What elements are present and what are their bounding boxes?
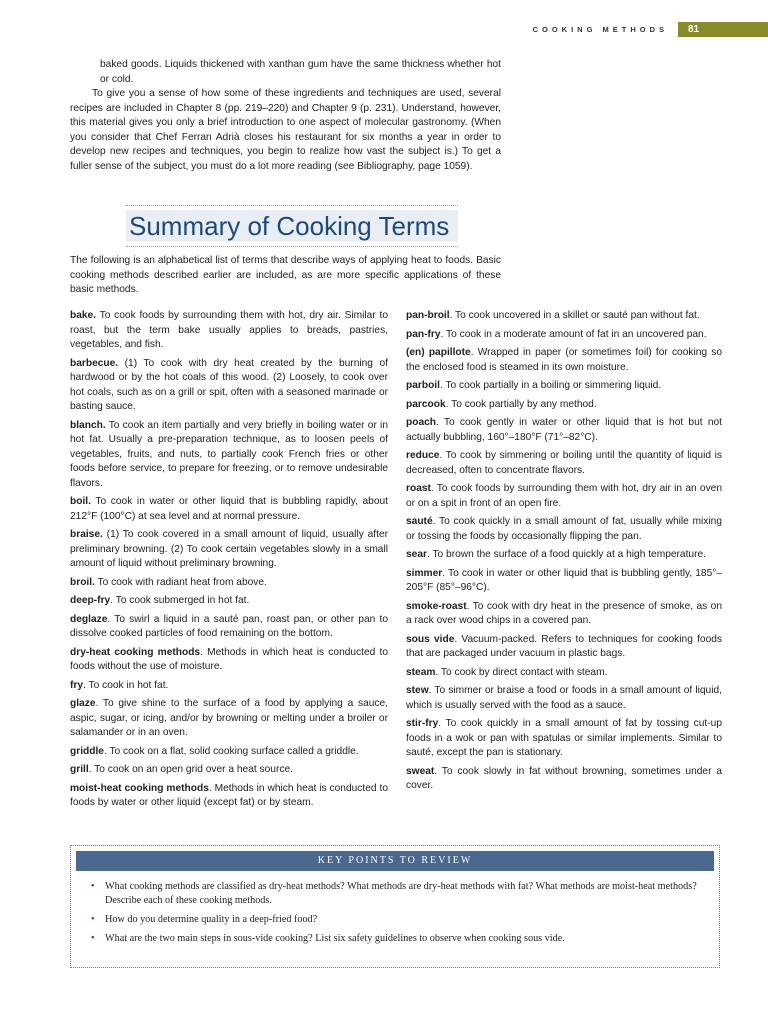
term-definition: . To cook submerged in hot fat. bbox=[110, 595, 250, 606]
term-entry bbox=[70, 495, 388, 524]
bullet-icon: • bbox=[91, 914, 95, 925]
term-entry bbox=[70, 528, 388, 572]
term-definition: . To cook by direct contact with steam. bbox=[435, 666, 608, 678]
term-name: pan-fry bbox=[406, 328, 441, 340]
term-definition: . To cook with dry heat in the presence of smoke, as on a rack over wood chips in a covered pan. bbox=[406, 600, 722, 626]
term-entry bbox=[406, 765, 722, 794]
term-definition: . To cook gently in water or other liquid that is hot but not actually bubbling, 160°–180°F (71°–82°C). bbox=[406, 417, 722, 443]
term-entry bbox=[70, 679, 388, 694]
term-definition: To cook with radiant heat from above. bbox=[94, 576, 267, 588]
term-entry bbox=[70, 594, 388, 609]
key-point-text: What cooking methods are classified as dry-heat methods? What methods are dry-heat methods with fat? What methods are moist-heat methods? Describe each of these cooking methods. bbox=[105, 881, 697, 906]
term-name: stir-fry bbox=[406, 718, 439, 729]
term-definition: . To cook slowly in fat without browning, sometimes under a cover. bbox=[406, 765, 722, 791]
term-name: barbecue. bbox=[70, 357, 119, 369]
term-name: braise. bbox=[70, 529, 103, 540]
key-point-item bbox=[91, 880, 707, 908]
term-name: steam bbox=[406, 666, 436, 678]
term-entry bbox=[406, 379, 722, 394]
term-definition: . Methods in which heat is conducted to foods by water or other liquid (except fat) or by steam. bbox=[70, 782, 388, 808]
page-number: 81 bbox=[678, 22, 768, 37]
bullet-icon: • bbox=[91, 933, 95, 944]
term-definition: (1) To cook covered in a small amount of liquid, usually after preliminary browning. (2) To cook certain vegetables slowly in a small amount of liquid without preliminary browning. bbox=[70, 529, 388, 569]
term-definition: To cook an item partially and very briefly in boiling water or in hot fat. Usually a pre-preparation technique, as to loosen peels of vegetables, fruits, and nuts, to partially cook French fries or other foods before service, to prepare for freezing, or to remove undesirable flavors. bbox=[70, 419, 388, 489]
term-name: sous vide bbox=[406, 633, 455, 645]
term-name: (en) papillote bbox=[406, 347, 471, 358]
term-name: reduce bbox=[406, 450, 440, 461]
term-name: simmer bbox=[406, 567, 443, 579]
term-entry bbox=[70, 309, 388, 353]
term-name: roast bbox=[406, 483, 431, 494]
term-name: glaze bbox=[70, 698, 96, 709]
term-entry bbox=[70, 419, 388, 492]
term-definition: . To give shine to the surface of a food by applying a sauce, aspic, sugar, or icing, and/or by browning or melting under a broiler or salamander or in an oven. bbox=[70, 698, 388, 738]
term-definition: To cook in water or other liquid that is bubbling rapidly, about 212°F (100°C) at sea level and at normal pressure. bbox=[70, 496, 388, 522]
section-lead: The following is an alphabetical list of terms that describe ways of applying heat to foods. Basic cooking methods described earlier are included, as are more specific applications of these basic methods. bbox=[70, 255, 501, 295]
term-definition: . To cook partially in a boiling or simmering liquid. bbox=[439, 380, 662, 391]
key-point-item bbox=[91, 913, 707, 927]
term-definition: . To brown the surface of a food quickly at a high temperature. bbox=[426, 549, 706, 560]
term-name: poach bbox=[406, 417, 437, 428]
term-definition: . To simmer or braise a food or foods in a small amount of liquid, which is usually served with the food as a sauce. bbox=[406, 685, 722, 711]
term-entry bbox=[406, 600, 722, 629]
term-entry bbox=[406, 633, 722, 662]
term-definition: . To cook on a flat, solid cooking surface called a griddle. bbox=[103, 745, 359, 757]
term-name: bake. bbox=[70, 310, 97, 321]
term-entry bbox=[70, 782, 388, 811]
term-definition: To cook foods by surrounding them with hot, dry air. Similar to roast, but the term bake usually applies to breads, pastries, vegetables, and fish. bbox=[70, 310, 388, 350]
term-entry bbox=[406, 684, 722, 713]
term-name: smoke-roast bbox=[406, 600, 467, 612]
term-name: deglaze bbox=[70, 613, 108, 625]
term-definition: . To cook by simmering or boiling until the quantity of liquid is decreased, often to concentrate flavors. bbox=[406, 450, 722, 476]
key-points-box bbox=[70, 845, 720, 968]
term-definition: . To cook uncovered in a skillet or sauté pan without fat. bbox=[449, 310, 700, 321]
term-definition: . To cook quickly in a small amount of fat by tossing cut-up foods in a wok or pan with spatulas or similar implements. Similar to sauté, except the pan is stationary. bbox=[406, 718, 722, 758]
intro-continuation: baked goods. Liquids thickened with xanthan gum have the same thickness whether hot or cold. bbox=[100, 59, 501, 85]
term-name: pan-broil bbox=[406, 310, 450, 321]
bullet-icon: • bbox=[91, 881, 95, 892]
terms-column-right bbox=[406, 309, 722, 798]
term-entry bbox=[406, 717, 722, 761]
term-entry bbox=[406, 515, 722, 544]
term-definition: . Methods in which heat is conducted to foods without the use of moisture. bbox=[70, 646, 389, 672]
term-name: fry bbox=[70, 679, 84, 691]
term-entry bbox=[406, 548, 722, 563]
term-entry bbox=[406, 309, 722, 324]
key-point-text: What are the two main steps in sous-vide cooking? List six safety guidelines to observe when cooking sous vide. bbox=[105, 933, 565, 944]
term-name: deep-fry bbox=[70, 595, 111, 606]
key-points-title: KEY POINTS TO REVIEW bbox=[76, 851, 714, 871]
term-entry bbox=[70, 745, 388, 760]
term-entry bbox=[406, 567, 722, 596]
term-entry bbox=[406, 346, 722, 375]
term-entry bbox=[70, 576, 388, 591]
term-entry bbox=[406, 328, 722, 343]
term-definition: . To cook in a moderate amount of fat in an uncovered pan. bbox=[440, 328, 707, 340]
term-definition: . To cook on an open grid over a heat source. bbox=[88, 764, 293, 775]
term-entry bbox=[70, 613, 388, 642]
section-heading-box bbox=[126, 210, 458, 242]
term-definition: . Wrapped in paper (or sometimes foil) for cooking so the enclosed food is steamed in its own moisture. bbox=[406, 347, 722, 373]
term-definition: . To cook quickly in a small amount of fat, usually while mixing or tossing the foods by occasionally flipping the pan. bbox=[406, 516, 722, 542]
term-name: parboil bbox=[406, 380, 440, 391]
term-entry bbox=[406, 449, 722, 478]
term-name: boil. bbox=[70, 496, 91, 507]
term-entry bbox=[406, 416, 722, 445]
term-definition: . To cook in hot fat. bbox=[83, 679, 169, 691]
term-definition: . To cook foods by surrounding them with hot, dry air in an oven or on a spit in front of an open fire. bbox=[406, 483, 722, 509]
terms-column-left bbox=[70, 309, 388, 815]
key-point-item bbox=[91, 932, 707, 946]
term-name: blanch. bbox=[70, 419, 106, 431]
term-entry bbox=[70, 357, 388, 415]
term-name: sauté bbox=[406, 516, 433, 527]
section-title: Summary of Cooking Terms bbox=[129, 211, 450, 241]
term-entry bbox=[70, 763, 388, 778]
intro-paragraph: To give you a sense of how some of these ingredients and techniques are used, several recipes are included in Chapter 8 (pp. 219–220) and Chapter 9 (p. 231). Understand, however, this material gives you only a brief introduction to one aspect of molecular gastronomy. (When you consider that Chef Ferran Adrià closes his restaurant for six months a year in order to develop new recipes and techniques, you begin to realize how vast the subject is.) To get a fuller sense of the subject, you must do a lot more reading (see Bibliography, page 1059). bbox=[70, 88, 501, 172]
term-definition: . Vacuum-packed. Refers to techniques for cooking foods that are packaged under vacuum in plastic bags. bbox=[406, 633, 722, 659]
running-title: COOKING METHODS bbox=[532, 24, 668, 34]
term-entry bbox=[406, 398, 722, 413]
term-name: parcook bbox=[406, 398, 446, 410]
term-definition: (1) To cook with dry heat created by the burning of hardwood or by the hot coals of this wood. (2) Loosely, to cook over hot coals, such as on a grill or spit, often with a seasoned marinade or basting sauce. bbox=[70, 357, 388, 412]
term-name: sear bbox=[406, 549, 427, 560]
term-name: stew bbox=[406, 685, 429, 696]
term-name: griddle bbox=[70, 745, 104, 757]
term-definition: . To cook in water or other liquid that is bubbling gently, 185°–205°F (85°–96°C). bbox=[406, 567, 722, 593]
term-definition: . To swirl a liquid in a sauté pan, roast pan, or other pan to dissolve cooked particles of food remaining on the bottom. bbox=[70, 613, 388, 639]
term-name: sweat bbox=[406, 765, 435, 777]
section-heading bbox=[126, 205, 458, 247]
term-name: grill bbox=[70, 764, 89, 775]
intro-text bbox=[70, 58, 501, 174]
term-definition: . To cook partially by any method. bbox=[445, 398, 597, 410]
term-name: dry-heat cooking methods bbox=[70, 646, 201, 658]
term-entry bbox=[406, 666, 722, 681]
term-entry bbox=[70, 646, 388, 675]
term-entry bbox=[406, 482, 722, 511]
running-head bbox=[533, 21, 768, 37]
term-name: moist-heat cooking methods bbox=[70, 782, 209, 794]
term-name: broil. bbox=[70, 576, 95, 588]
key-point-text: How do you determine quality in a deep-fried food? bbox=[105, 914, 318, 925]
key-points-list bbox=[71, 880, 719, 951]
term-entry bbox=[70, 697, 388, 741]
